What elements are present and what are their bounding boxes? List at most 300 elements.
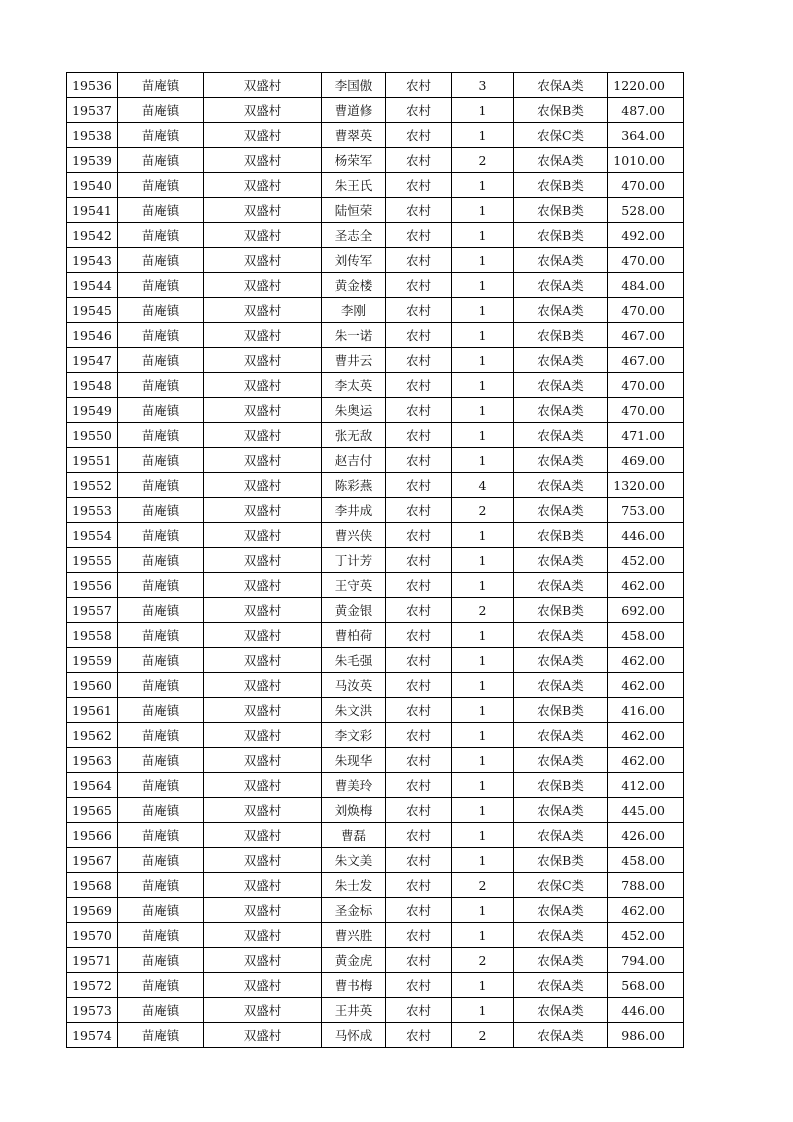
record-id-cell: 19554: [67, 523, 118, 548]
record-id-cell: 19551: [67, 448, 118, 473]
name-cell: 朱文洪: [322, 698, 386, 723]
village-cell: 双盛村: [204, 848, 322, 873]
insurance-class-cell: 农保B类: [514, 698, 608, 723]
amount-cell: 462.00: [608, 898, 684, 923]
town-cell: 苗庵镇: [118, 698, 204, 723]
town-cell: 苗庵镇: [118, 423, 204, 448]
table-row: [67, 973, 684, 998]
table-row: [67, 373, 684, 398]
name-cell: 朱毛强: [322, 648, 386, 673]
village-cell: 双盛村: [204, 898, 322, 923]
town-cell: 苗庵镇: [118, 348, 204, 373]
amount-cell: 416.00: [608, 698, 684, 723]
town-cell: 苗庵镇: [118, 448, 204, 473]
table-row: [67, 573, 684, 598]
name-cell: 圣金标: [322, 898, 386, 923]
area-type-cell: 农村: [386, 548, 452, 573]
area-type-cell: 农村: [386, 873, 452, 898]
table-row: [67, 498, 684, 523]
amount-cell: 446.00: [608, 998, 684, 1023]
area-type-cell: 农村: [386, 1023, 452, 1048]
household-count-cell: 1: [452, 323, 514, 348]
household-count-cell: 1: [452, 723, 514, 748]
record-id-cell: 19574: [67, 1023, 118, 1048]
table-row: [67, 423, 684, 448]
table-row: [67, 748, 684, 773]
village-cell: 双盛村: [204, 298, 322, 323]
area-type-cell: 农村: [386, 423, 452, 448]
village-cell: 双盛村: [204, 498, 322, 523]
household-count-cell: 1: [452, 773, 514, 798]
name-cell: 杨荣军: [322, 148, 386, 173]
insurance-class-cell: 农保B类: [514, 848, 608, 873]
table-row: [67, 223, 684, 248]
area-type-cell: 农村: [386, 448, 452, 473]
area-type-cell: 农村: [386, 73, 452, 98]
town-cell: 苗庵镇: [118, 823, 204, 848]
name-cell: 朱一诺: [322, 323, 386, 348]
village-cell: 双盛村: [204, 723, 322, 748]
area-type-cell: 农村: [386, 673, 452, 698]
name-cell: 曹翠英: [322, 123, 386, 148]
record-id-cell: 19550: [67, 423, 118, 448]
village-cell: 双盛村: [204, 73, 322, 98]
insurance-class-cell: 农保B类: [514, 598, 608, 623]
name-cell: 李国傲: [322, 73, 386, 98]
record-id-cell: 19542: [67, 223, 118, 248]
area-type-cell: 农村: [386, 248, 452, 273]
table-row: [67, 548, 684, 573]
name-cell: 圣志全: [322, 223, 386, 248]
record-id-cell: 19536: [67, 73, 118, 98]
record-id-cell: 19564: [67, 773, 118, 798]
town-cell: 苗庵镇: [118, 498, 204, 523]
table-row: [67, 798, 684, 823]
household-count-cell: 1: [452, 623, 514, 648]
area-type-cell: 农村: [386, 573, 452, 598]
household-count-cell: 1: [452, 648, 514, 673]
table-row: [67, 248, 684, 273]
amount-cell: 469.00: [608, 448, 684, 473]
insurance-class-cell: 农保B类: [514, 98, 608, 123]
household-count-cell: 4: [452, 473, 514, 498]
household-count-cell: 3: [452, 73, 514, 98]
household-count-cell: 2: [452, 948, 514, 973]
town-cell: 苗庵镇: [118, 873, 204, 898]
household-count-cell: 1: [452, 898, 514, 923]
area-type-cell: 农村: [386, 98, 452, 123]
town-cell: 苗庵镇: [118, 273, 204, 298]
village-cell: 双盛村: [204, 198, 322, 223]
village-cell: 双盛村: [204, 623, 322, 648]
household-count-cell: 1: [452, 248, 514, 273]
amount-cell: 794.00: [608, 948, 684, 973]
amount-cell: 364.00: [608, 123, 684, 148]
insurance-class-cell: 农保A类: [514, 498, 608, 523]
name-cell: 王井英: [322, 998, 386, 1023]
area-type-cell: 农村: [386, 323, 452, 348]
household-count-cell: 1: [452, 823, 514, 848]
name-cell: 李刚: [322, 298, 386, 323]
amount-cell: 753.00: [608, 498, 684, 523]
household-count-cell: 1: [452, 998, 514, 1023]
record-id-cell: 19549: [67, 398, 118, 423]
record-id-cell: 19541: [67, 198, 118, 223]
name-cell: 赵吉付: [322, 448, 386, 473]
amount-cell: 986.00: [608, 1023, 684, 1048]
insurance-class-cell: 农保A类: [514, 798, 608, 823]
insurance-class-cell: 农保B类: [514, 323, 608, 348]
area-type-cell: 农村: [386, 623, 452, 648]
table-body: [67, 73, 684, 1048]
insurance-class-cell: 农保A类: [514, 398, 608, 423]
area-type-cell: 农村: [386, 473, 452, 498]
table-row: [67, 173, 684, 198]
table-row: [67, 1023, 684, 1048]
table-row: [67, 598, 684, 623]
name-cell: 朱奥运: [322, 398, 386, 423]
household-count-cell: 1: [452, 748, 514, 773]
insurance-class-cell: 农保B类: [514, 223, 608, 248]
village-cell: 双盛村: [204, 948, 322, 973]
household-count-cell: 1: [452, 698, 514, 723]
insurance-class-cell: 农保C类: [514, 123, 608, 148]
insurance-class-cell: 农保A类: [514, 348, 608, 373]
village-cell: 双盛村: [204, 373, 322, 398]
area-type-cell: 农村: [386, 123, 452, 148]
village-cell: 双盛村: [204, 873, 322, 898]
insurance-class-cell: 农保A类: [514, 623, 608, 648]
name-cell: 曹道修: [322, 98, 386, 123]
table-row: [67, 73, 684, 98]
household-count-cell: 1: [452, 423, 514, 448]
amount-cell: 470.00: [608, 298, 684, 323]
household-count-cell: 2: [452, 873, 514, 898]
insurance-class-cell: 农保A类: [514, 448, 608, 473]
insurance-class-cell: 农保A类: [514, 748, 608, 773]
table-row: [67, 873, 684, 898]
town-cell: 苗庵镇: [118, 323, 204, 348]
amount-cell: 528.00: [608, 198, 684, 223]
amount-cell: 788.00: [608, 873, 684, 898]
town-cell: 苗庵镇: [118, 773, 204, 798]
table-row: [67, 948, 684, 973]
name-cell: 黄金楼: [322, 273, 386, 298]
table-row: [67, 148, 684, 173]
name-cell: 曹柏荷: [322, 623, 386, 648]
name-cell: 丁计芳: [322, 548, 386, 573]
village-cell: 双盛村: [204, 923, 322, 948]
insurance-class-cell: 农保B类: [514, 773, 608, 798]
household-count-cell: 1: [452, 198, 514, 223]
amount-cell: 484.00: [608, 273, 684, 298]
town-cell: 苗庵镇: [118, 98, 204, 123]
village-cell: 双盛村: [204, 748, 322, 773]
household-count-cell: 1: [452, 373, 514, 398]
record-id-cell: 19548: [67, 373, 118, 398]
area-type-cell: 农村: [386, 823, 452, 848]
village-cell: 双盛村: [204, 273, 322, 298]
village-cell: 双盛村: [204, 548, 322, 573]
area-type-cell: 农村: [386, 498, 452, 523]
name-cell: 曹磊: [322, 823, 386, 848]
household-count-cell: 1: [452, 573, 514, 598]
village-cell: 双盛村: [204, 523, 322, 548]
record-id-cell: 19547: [67, 348, 118, 373]
town-cell: 苗庵镇: [118, 548, 204, 573]
record-id-cell: 19540: [67, 173, 118, 198]
record-id-cell: 19546: [67, 323, 118, 348]
village-cell: 双盛村: [204, 98, 322, 123]
village-cell: 双盛村: [204, 123, 322, 148]
table-row: [67, 523, 684, 548]
village-cell: 双盛村: [204, 973, 322, 998]
record-id-cell: 19537: [67, 98, 118, 123]
table-row: [67, 848, 684, 873]
area-type-cell: 农村: [386, 923, 452, 948]
town-cell: 苗庵镇: [118, 598, 204, 623]
table-row: [67, 198, 684, 223]
record-id-cell: 19573: [67, 998, 118, 1023]
record-id-cell: 19571: [67, 948, 118, 973]
household-count-cell: 2: [452, 148, 514, 173]
village-cell: 双盛村: [204, 773, 322, 798]
name-cell: 黄金银: [322, 598, 386, 623]
insurance-class-cell: 农保A类: [514, 823, 608, 848]
insurance-class-cell: 农保A类: [514, 548, 608, 573]
name-cell: 朱王氏: [322, 173, 386, 198]
table-row: [67, 773, 684, 798]
table-row: [67, 648, 684, 673]
name-cell: 刘焕梅: [322, 798, 386, 823]
household-count-cell: 1: [452, 223, 514, 248]
town-cell: 苗庵镇: [118, 923, 204, 948]
name-cell: 李文彩: [322, 723, 386, 748]
area-type-cell: 农村: [386, 898, 452, 923]
table-row: [67, 323, 684, 348]
town-cell: 苗庵镇: [118, 798, 204, 823]
town-cell: 苗庵镇: [118, 173, 204, 198]
area-type-cell: 农村: [386, 373, 452, 398]
table-row: [67, 823, 684, 848]
amount-cell: 412.00: [608, 773, 684, 798]
name-cell: 朱现华: [322, 748, 386, 773]
village-cell: 双盛村: [204, 573, 322, 598]
name-cell: 黄金虎: [322, 948, 386, 973]
village-cell: 双盛村: [204, 398, 322, 423]
insurance-class-cell: 农保A类: [514, 648, 608, 673]
area-type-cell: 农村: [386, 723, 452, 748]
amount-cell: 1010.00: [608, 148, 684, 173]
amount-cell: 462.00: [608, 673, 684, 698]
name-cell: 张无敌: [322, 423, 386, 448]
household-count-cell: 1: [452, 523, 514, 548]
town-cell: 苗庵镇: [118, 973, 204, 998]
village-cell: 双盛村: [204, 673, 322, 698]
town-cell: 苗庵镇: [118, 673, 204, 698]
town-cell: 苗庵镇: [118, 723, 204, 748]
name-cell: 陈彩燕: [322, 473, 386, 498]
amount-cell: 467.00: [608, 323, 684, 348]
village-cell: 双盛村: [204, 473, 322, 498]
household-count-cell: 1: [452, 848, 514, 873]
record-id-cell: 19567: [67, 848, 118, 873]
village-cell: 双盛村: [204, 423, 322, 448]
area-type-cell: 农村: [386, 648, 452, 673]
insurance-class-cell: 农保B类: [514, 173, 608, 198]
insurance-class-cell: 农保A类: [514, 973, 608, 998]
insurance-class-cell: 农保A类: [514, 248, 608, 273]
table-row: [67, 348, 684, 373]
name-cell: 刘传军: [322, 248, 386, 273]
area-type-cell: 农村: [386, 973, 452, 998]
insurance-class-cell: 农保A类: [514, 1023, 608, 1048]
insurance-class-cell: 农保A类: [514, 673, 608, 698]
town-cell: 苗庵镇: [118, 998, 204, 1023]
name-cell: 曹美玲: [322, 773, 386, 798]
town-cell: 苗庵镇: [118, 398, 204, 423]
insurance-class-cell: 农保A类: [514, 998, 608, 1023]
town-cell: 苗庵镇: [118, 373, 204, 398]
table-row: [67, 623, 684, 648]
insurance-class-cell: 农保A类: [514, 948, 608, 973]
household-count-cell: 1: [452, 923, 514, 948]
insurance-class-cell: 农保B类: [514, 198, 608, 223]
village-cell: 双盛村: [204, 998, 322, 1023]
area-type-cell: 农村: [386, 523, 452, 548]
village-cell: 双盛村: [204, 223, 322, 248]
insurance-class-cell: 农保A类: [514, 923, 608, 948]
village-cell: 双盛村: [204, 823, 322, 848]
amount-cell: 462.00: [608, 648, 684, 673]
town-cell: 苗庵镇: [118, 148, 204, 173]
town-cell: 苗庵镇: [118, 748, 204, 773]
table-row: [67, 473, 684, 498]
household-count-cell: 2: [452, 498, 514, 523]
town-cell: 苗庵镇: [118, 473, 204, 498]
household-count-cell: 1: [452, 673, 514, 698]
household-count-cell: 1: [452, 448, 514, 473]
town-cell: 苗庵镇: [118, 648, 204, 673]
amount-cell: 470.00: [608, 173, 684, 198]
insurance-class-cell: 农保B类: [514, 523, 608, 548]
household-count-cell: 1: [452, 548, 514, 573]
town-cell: 苗庵镇: [118, 573, 204, 598]
name-cell: 曹兴侠: [322, 523, 386, 548]
record-id-cell: 19572: [67, 973, 118, 998]
village-cell: 双盛村: [204, 173, 322, 198]
town-cell: 苗庵镇: [118, 1023, 204, 1048]
name-cell: 朱士发: [322, 873, 386, 898]
town-cell: 苗庵镇: [118, 223, 204, 248]
amount-cell: 492.00: [608, 223, 684, 248]
insurance-class-cell: 农保A类: [514, 473, 608, 498]
household-count-cell: 1: [452, 98, 514, 123]
insurance-class-cell: 农保A类: [514, 423, 608, 448]
area-type-cell: 农村: [386, 198, 452, 223]
area-type-cell: 农村: [386, 798, 452, 823]
table-row: [67, 448, 684, 473]
area-type-cell: 农村: [386, 698, 452, 723]
town-cell: 苗庵镇: [118, 248, 204, 273]
insurance-class-cell: 农保A类: [514, 373, 608, 398]
village-cell: 双盛村: [204, 448, 322, 473]
record-id-cell: 19562: [67, 723, 118, 748]
record-id-cell: 19544: [67, 273, 118, 298]
record-id-cell: 19558: [67, 623, 118, 648]
insurance-class-cell: 农保A类: [514, 898, 608, 923]
area-type-cell: 农村: [386, 173, 452, 198]
area-type-cell: 农村: [386, 273, 452, 298]
table-row: [67, 398, 684, 423]
amount-cell: 487.00: [608, 98, 684, 123]
amount-cell: 458.00: [608, 848, 684, 873]
insurance-class-cell: 农保C类: [514, 873, 608, 898]
insurance-class-cell: 农保A类: [514, 298, 608, 323]
town-cell: 苗庵镇: [118, 848, 204, 873]
table-row: [67, 898, 684, 923]
household-count-cell: 1: [452, 298, 514, 323]
household-count-cell: 1: [452, 123, 514, 148]
village-cell: 双盛村: [204, 698, 322, 723]
amount-cell: 470.00: [608, 373, 684, 398]
town-cell: 苗庵镇: [118, 623, 204, 648]
village-cell: 双盛村: [204, 1023, 322, 1048]
town-cell: 苗庵镇: [118, 523, 204, 548]
record-id-cell: 19543: [67, 248, 118, 273]
area-type-cell: 农村: [386, 848, 452, 873]
record-id-cell: 19560: [67, 673, 118, 698]
village-cell: 双盛村: [204, 323, 322, 348]
name-cell: 王守英: [322, 573, 386, 598]
amount-cell: 446.00: [608, 523, 684, 548]
record-id-cell: 19552: [67, 473, 118, 498]
record-id-cell: 19553: [67, 498, 118, 523]
town-cell: 苗庵镇: [118, 123, 204, 148]
record-id-cell: 19563: [67, 748, 118, 773]
name-cell: 马怀成: [322, 1023, 386, 1048]
village-cell: 双盛村: [204, 248, 322, 273]
amount-cell: 568.00: [608, 973, 684, 998]
name-cell: 曹书梅: [322, 973, 386, 998]
amount-cell: 467.00: [608, 348, 684, 373]
area-type-cell: 农村: [386, 748, 452, 773]
record-id-cell: 19565: [67, 798, 118, 823]
table-row: [67, 723, 684, 748]
area-type-cell: 农村: [386, 598, 452, 623]
record-id-cell: 19555: [67, 548, 118, 573]
amount-cell: 452.00: [608, 923, 684, 948]
amount-cell: 452.00: [608, 548, 684, 573]
area-type-cell: 农村: [386, 998, 452, 1023]
table-row: [67, 998, 684, 1023]
area-type-cell: 农村: [386, 948, 452, 973]
household-count-cell: 1: [452, 348, 514, 373]
record-id-cell: 19545: [67, 298, 118, 323]
area-type-cell: 农村: [386, 398, 452, 423]
name-cell: 朱文美: [322, 848, 386, 873]
amount-cell: 470.00: [608, 398, 684, 423]
amount-cell: 458.00: [608, 623, 684, 648]
record-id-cell: 19566: [67, 823, 118, 848]
table-row: [67, 698, 684, 723]
name-cell: 李太英: [322, 373, 386, 398]
town-cell: 苗庵镇: [118, 298, 204, 323]
table-row: [67, 123, 684, 148]
amount-cell: 1320.00: [608, 473, 684, 498]
amount-cell: 445.00: [608, 798, 684, 823]
insurance-class-cell: 农保A类: [514, 273, 608, 298]
